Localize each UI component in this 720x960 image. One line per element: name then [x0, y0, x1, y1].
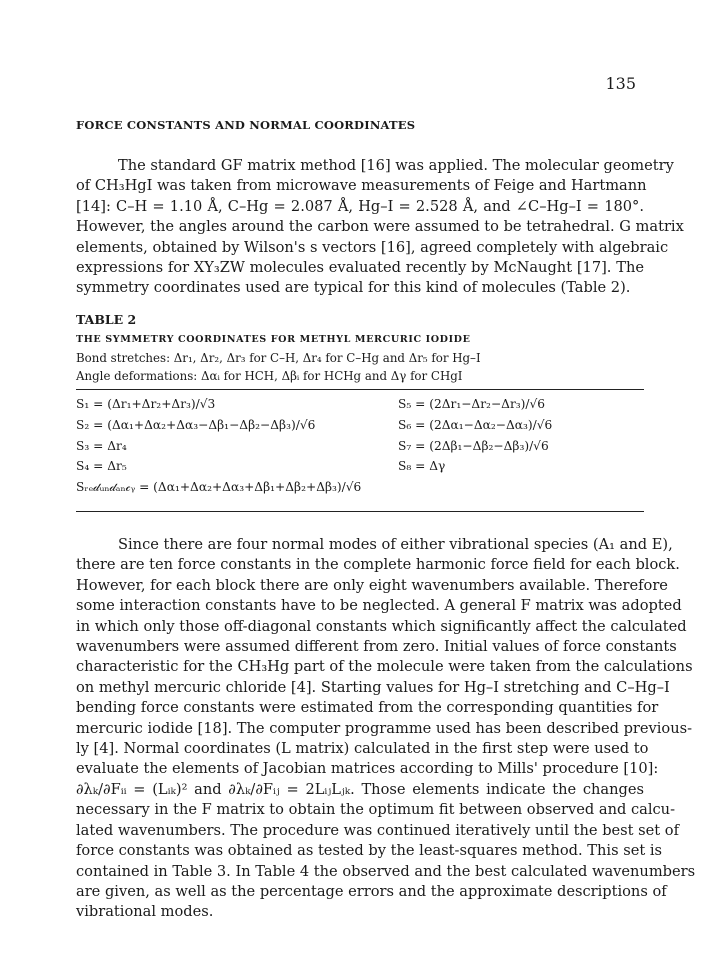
- text-line: in which only those off-diagonal constants which significantly affect the calculated: [76, 617, 687, 635]
- text-line: However, for each block there are only eight wavenumbers available. Therefore: [76, 576, 668, 594]
- text-line: evaluate the elements of Jacobian matrices according to Mills' procedure [10]:: [76, 760, 659, 778]
- text-line: contained in Table 3. In Table 4 the observed and the best calculated wavenumbers: [76, 862, 696, 880]
- text-line: there are ten force constants in the complete harmonic force field for each block.: [76, 556, 680, 574]
- table-top-rule: [76, 389, 644, 390]
- text-line: elements, obtained by Wilson's s vectors [16], agreed completely with algebraic: [76, 238, 669, 256]
- text-line: of CH₃HgI was taken from microwave measurements of Feige and Hartmann: [76, 177, 647, 195]
- table-note-bond-stretches: Bond stretches: Δr₁, Δr₂, Δr₃ for C–H, Δr₄ for C–Hg and Δr₅ for Hg–I: [76, 351, 481, 365]
- symmetry-coordinate-s1: S₁ = (Δr₁+Δr₂+Δr₃)/√3: [76, 397, 216, 411]
- text-line: necessary in the F matrix to obtain the optimum fit between observed and calcu-: [76, 801, 676, 819]
- symmetry-coordinate-s3: S₃ = Δr₄: [76, 439, 127, 453]
- text-line: lated wavenumbers. The procedure was continued iteratively until the best set of: [76, 821, 679, 839]
- paragraph-2: [76, 535, 696, 923]
- text-line: on methyl mercuric chloride [4]. Starting values for Hg–I stretching and C–Hg–I: [76, 678, 670, 696]
- text-line: The standard GF matrix method [16] was applied. The molecular geometry: [118, 157, 674, 174]
- text-line: Since there are four normal modes of either vibrational species (A₁ and E),: [118, 536, 673, 553]
- text-line: some interaction constants have to be neglected. A general F matrix was adopted: [76, 597, 682, 615]
- text-line: are given, as well as the percentage errors and the approximate descriptions of: [76, 882, 667, 900]
- table-caption: THE SYMMETRY COORDINATES FOR METHYL MERCURIC IODIDE: [76, 334, 471, 345]
- table-note-angle-deformations: Angle deformations: Δαᵢ for HCH, Δβᵢ for HCHg and Δγ for CHgI: [76, 369, 463, 383]
- text-line: ∂λₖ/∂Fᵢᵢ = (Lᵢₖ)² and ∂λₖ/∂Fᵢⱼ = 2LᵢⱼLⱼₖ. Those elements indicate the changes: [76, 780, 644, 798]
- text-line: symmetry coordinates used are typical for this kind of molecules (Table 2).: [76, 279, 631, 297]
- text-line: mercuric iodide [18]. The computer programme used has been described previous-: [76, 719, 693, 737]
- text-line: vibrational modes.: [76, 903, 214, 921]
- table-bottom-rule: [76, 511, 644, 512]
- symmetry-coordinate-s8: S₈ = Δγ: [398, 459, 446, 473]
- symmetry-coordinate-redundancy: Sᵣₑ𝒹ᵤₙ𝒹ₐₙ𝒸ᵧ = (Δα₁+Δα₂+Δα₃+Δβ₁+Δβ₂+Δβ₃)/√6: [76, 480, 362, 494]
- text-line: expressions for XY₃ZW molecules evaluated recently by McNaught [17]. The: [76, 259, 644, 277]
- table-label: TABLE 2: [76, 312, 137, 327]
- text-line: However, the angles around the carbon were assumed to be tetrahedral. G matrix: [76, 218, 684, 236]
- text-line: [14]: C–H = 1.10 Å, C–Hg = 2.087 Å, Hg–I = 2.528 Å, and ∠C–Hg–I = 180°.: [76, 197, 644, 215]
- running-head: FORCE CONSTANTS AND NORMAL COORDINATES: [76, 118, 416, 132]
- text-line: wavenumbers were assumed different from zero. Initial values of force constants: [76, 638, 677, 656]
- text-line: bending force constants were estimated from the corresponding quantities for: [76, 699, 659, 717]
- page-number: 135: [605, 74, 636, 93]
- symmetry-coordinate-s4: S₄ = Δr₅: [76, 459, 127, 473]
- paragraph-1: [76, 156, 684, 299]
- text-line: ly [4]. Normal coordinates (L matrix) calculated in the first step were used to: [76, 740, 649, 758]
- text-line: characteristic for the CH₃Hg part of the molecule were taken from the calculations: [76, 658, 693, 676]
- symmetry-coordinate-s6: S₆ = (2Δα₁−Δα₂−Δα₃)/√6: [398, 418, 553, 432]
- text-line: force constants was obtained as tested by the least-squares method. This set is: [76, 842, 663, 860]
- symmetry-coordinate-s2: S₂ = (Δα₁+Δα₂+Δα₃−Δβ₁−Δβ₂−Δβ₃)/√6: [76, 418, 316, 432]
- symmetry-coordinate-s5: S₅ = (2Δr₁−Δr₂−Δr₃)/√6: [398, 397, 546, 411]
- symmetry-coordinate-s7: S₇ = (2Δβ₁−Δβ₂−Δβ₃)/√6: [398, 439, 549, 453]
